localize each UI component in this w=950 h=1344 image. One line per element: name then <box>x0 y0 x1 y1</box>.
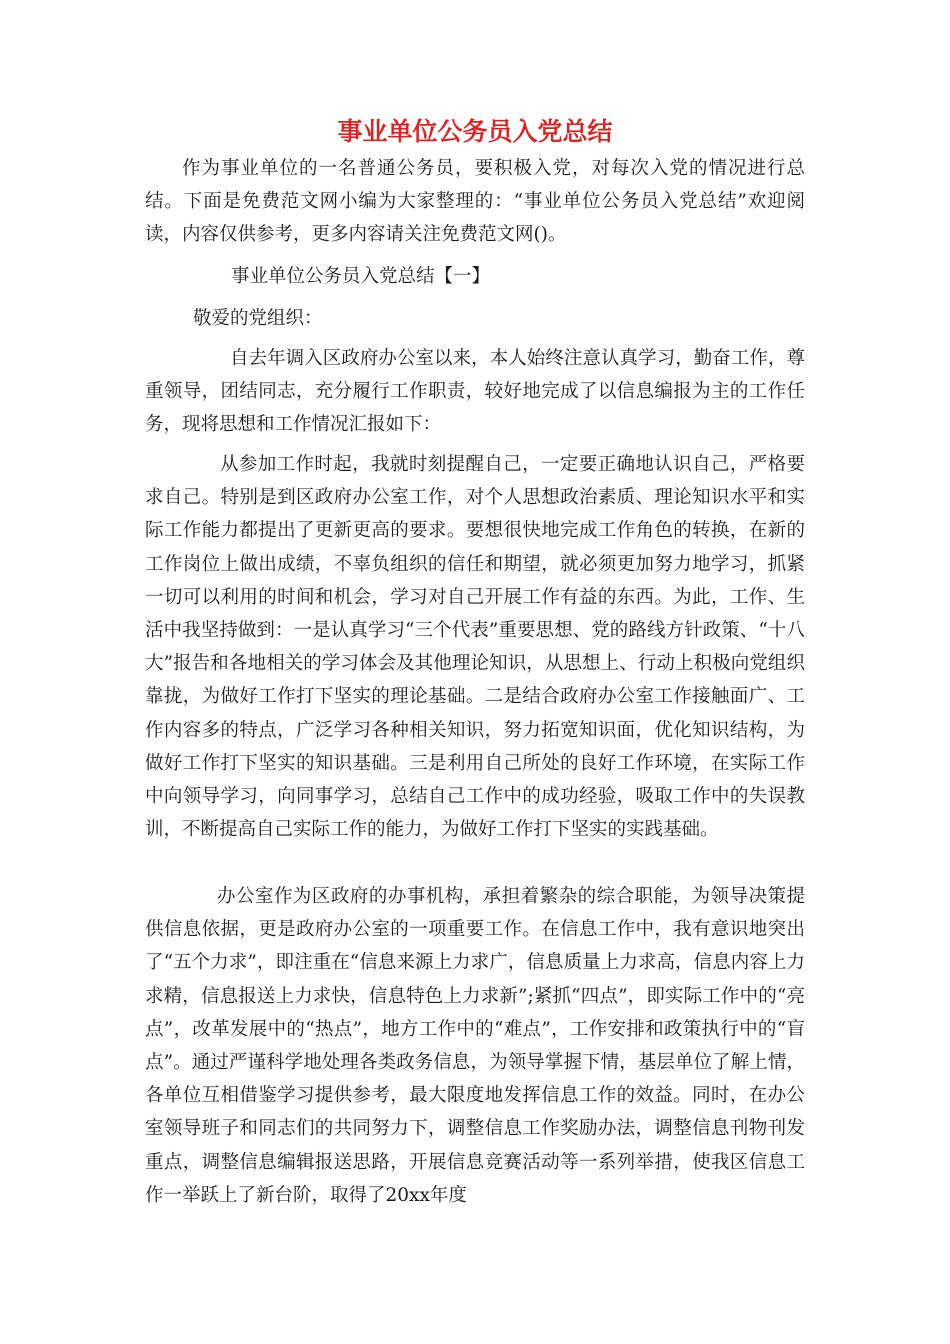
intro-paragraph: 作为事业单位的一名普通公务员，要积极入党，对每次入党的情况进行总结。下面是免费范文网小编为大家整理的：“事业单位公务员入党总结”欢迎阅读，内容仅供参考，更多内容请关注免费范文网()。 <box>145 158 805 246</box>
section-subtitle: 事业单位公务员入党总结【一】 <box>231 266 491 287</box>
body-paragraph-2: 从参加工作时起，我就时刻提醒自己，一定要正确地认识自己，严格要求自己。特别是到区政府办公室工作，对个人思想政治素质、理论知识水平和实际工作能力都提出了更新更高的要求。要想很快地完成工作角色的转换，在新的工作岗位上做出成绩，不辜负组织的信任和期望，就必须更加努力地学习，抓紧一切可以利用的时间和机会，学习对自己开展工作有益的东西。为此，工作、生活中我坚持做到：一是认真学习“三个代表”重要思想、党的路线方针政策、“十八大”报告和各地相关的学习体会及其他理论知识，从思想上、行动上积极向党组织靠拢，为做好工作打下坚实的理论基础。二是结合政府办公室工作接触面广、工作内容多的特点，广泛学习各种相关知识，努力拓宽知识面，优化知识结构，为做好工作打下坚实的知识基础。三是利用自己所处的良好工作环境，在实际工作中向领导学习，向同事学习，总结自己工作中的成功经验，吸取工作中的失误教训，不断提高自己实际工作的能力，为做好工作打下坚实的实践基础。 <box>145 454 805 841</box>
salutation: 敬爱的党组织： <box>193 308 323 329</box>
body-paragraph-1: 自去年调入区政府办公室以来，本人始终注意认真学习，勤奋工作，尊重领导，团结同志，充分履行工作职责，较好地完成了以信息编报为主的工作任务，现将思想和工作情况汇报如下： <box>145 348 805 436</box>
body-paragraph-3: 办公室作为区政府的办事机构，承担着繁杂的综合职能，为领导决策提供信息依据，更是政府办公室的一项重要工作。在信息工作中，我有意识地突出了“五个力求”，即注重在“信息来源上力求广，信息质量上力求高，信息内容上力求精，信息报送上力求快，信息特色上力求新”;紧抓“四点”，即实际工作中的“亮点”，改革发展中的“热点”，地方工作中的“难点”，工作安排和政策执行中的“盲点”。通过严谨科学地处理各类政务信息，为领导掌握下情，基层单位了解上情，各单位互相借鉴学习提供参考，最大限度地发挥信息工作的效益。同时，在办公室领导班子和同志们的共同努力下，调整信息工作奖励办法，调整信息刊物刊发重点，调整信息编辑报送思路，开展信息竞赛活动等一系列举措，使我区信息工作一举跃上了新台阶，取得了20xx年度 <box>145 886 805 1206</box>
document-title: 事业单位公务员入党总结 <box>337 117 613 146</box>
